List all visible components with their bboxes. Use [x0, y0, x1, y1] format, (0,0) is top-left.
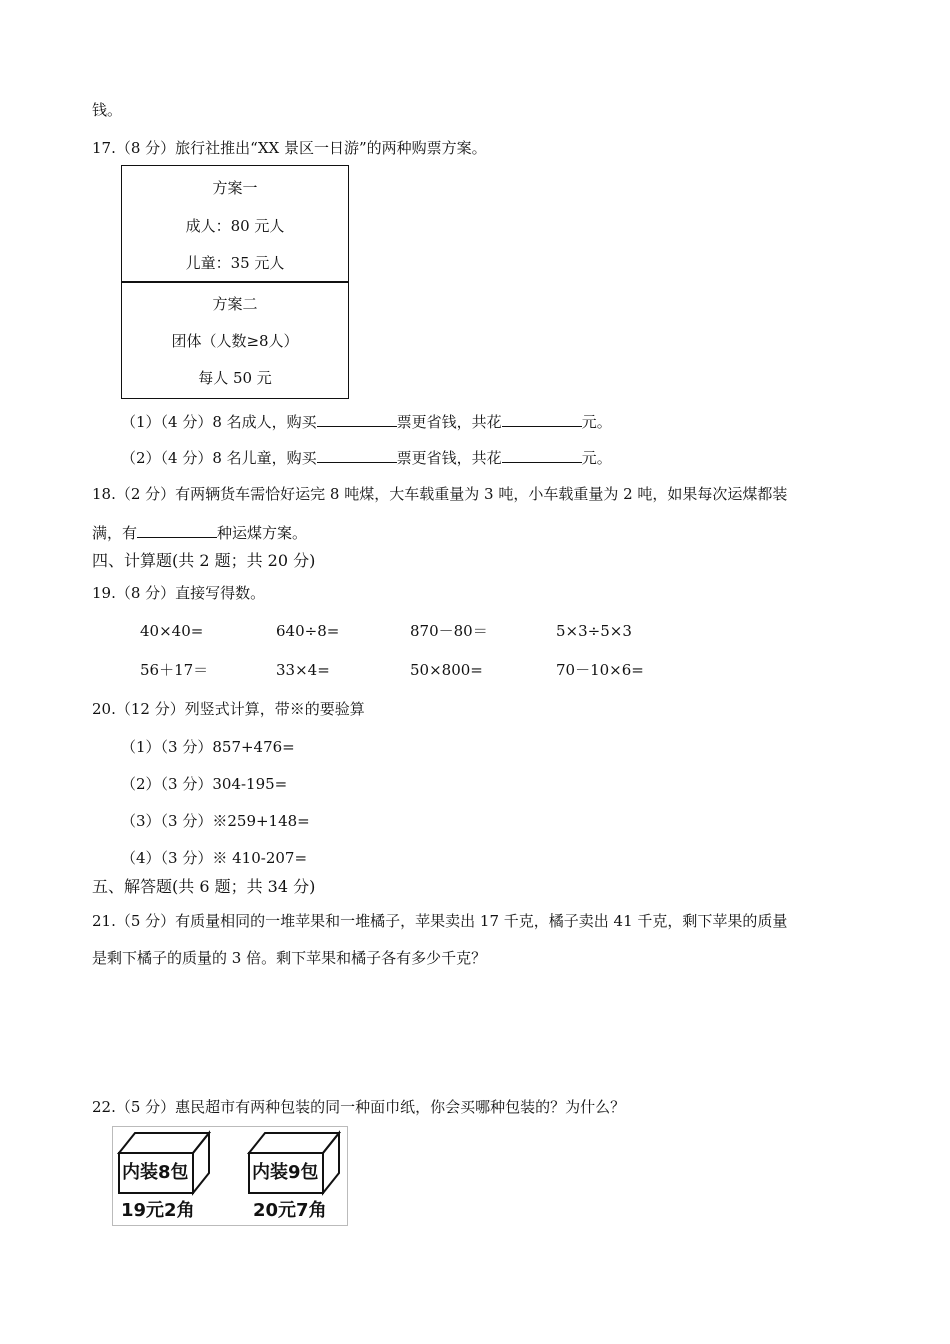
plan-one-box — [121, 165, 349, 283]
plan-two-group-condition: 团体（人数≥8人） — [171, 332, 299, 350]
q17-sub1-text-b: 票更省钱，共花 — [396, 413, 502, 431]
plan-one-title: 方案一 — [212, 179, 258, 197]
q21-line1: 21.（5 分）有质量相同的一堆苹果和一堆橘子，苹果卖出 17 千克，橘子卖出 41 千克，剩下苹果的质量 — [92, 912, 788, 930]
section-4-heading: 四、计算题(共 2 题；共 20 分) — [92, 551, 316, 570]
q19-r1c2: 640÷8= — [276, 622, 340, 640]
q20-stem: 20.（12 分）列竖式计算，带※的要验算 — [92, 700, 365, 718]
q17-sub1-text-a: （1）（4 分）8 名成人，购买 — [121, 413, 317, 431]
tissue-packages-image — [112, 1126, 348, 1226]
plan-two-title: 方案二 — [212, 295, 258, 313]
plan-one-child-price: 儿童：35 元人 — [185, 254, 285, 272]
q17-sub2-blank-cost[interactable] — [502, 446, 582, 463]
q18-text-b: 种运煤方案。 — [217, 524, 308, 542]
q20-item-3: （3）（3 分）※259+148= — [121, 812, 310, 830]
q19-r2c4: 70－10×6= — [556, 661, 644, 679]
q18-line1: 18.（2 分）有两辆货车需恰好运完 8 吨煤，大车载重量为 3 吨，小车载重量为 2 吨，如果每次运煤都装 — [92, 485, 788, 503]
q17-sub2-blank-plan[interactable] — [317, 446, 397, 463]
plan-two-group-price: 每人 50 元 — [198, 369, 272, 387]
q19-r1c3: 870－80＝ — [410, 622, 488, 640]
q19-r2c3: 50×800= — [410, 661, 483, 679]
q17-sub2-text-b: 票更省钱，共花 — [396, 449, 502, 467]
q18-text-a: 满，有 — [92, 524, 138, 542]
q20-item-2: （2）（3 分）304-195= — [121, 775, 288, 793]
q19-r1c1: 40×40= — [140, 622, 204, 640]
q21-line2: 是剩下橘子的质量的 3 倍。剩下苹果和橘子各有多少千克？ — [92, 949, 487, 967]
q17-stem: 17.（8 分）旅行社推出“XX 景区一日游”的两种购票方案。 — [92, 139, 487, 157]
q17-sub1 — [121, 410, 612, 432]
box2-label: 内装9包 — [252, 1162, 319, 1183]
q19-r2c1: 56＋17＝ — [140, 661, 209, 679]
q20-item-1: （1）（3 分）857+476= — [121, 738, 295, 756]
q17-sub1-blank-plan[interactable] — [317, 410, 397, 427]
box1-label: 内装8包 — [122, 1162, 189, 1183]
q19-r2c2: 33×4= — [276, 661, 330, 679]
q17-sub1-text-c: 元。 — [581, 413, 612, 431]
q17-sub2-text-c: 元。 — [581, 449, 612, 467]
q17-sub2-text-a: （2）（4 分）8 名儿童，购买 — [121, 449, 317, 467]
q20-item-4: （4）（3 分）※ 410-207= — [121, 849, 308, 867]
q18-blank-count[interactable] — [137, 521, 217, 538]
q22-stem: 22.（5 分）惠民超市有两种包装的同一种面巾纸，你会买哪种包装的？为什么？ — [92, 1098, 626, 1116]
section-5-heading: 五、解答题(共 6 题；共 34 分) — [92, 877, 316, 896]
box2-price: 20元7角 — [253, 1200, 327, 1221]
q18-line2 — [92, 521, 307, 543]
continued-text: 钱。 — [92, 101, 123, 119]
q19-r1c4: 5×3÷5×3 — [556, 622, 632, 640]
plan-two-box — [121, 281, 349, 399]
box1-price: 19元2角 — [121, 1200, 195, 1221]
q19-stem: 19.（8 分）直接写得数。 — [92, 584, 266, 602]
q17-sub2 — [121, 446, 612, 468]
plan-one-adult-price: 成人：80 元人 — [185, 217, 285, 235]
q17-sub1-blank-cost[interactable] — [502, 410, 582, 427]
